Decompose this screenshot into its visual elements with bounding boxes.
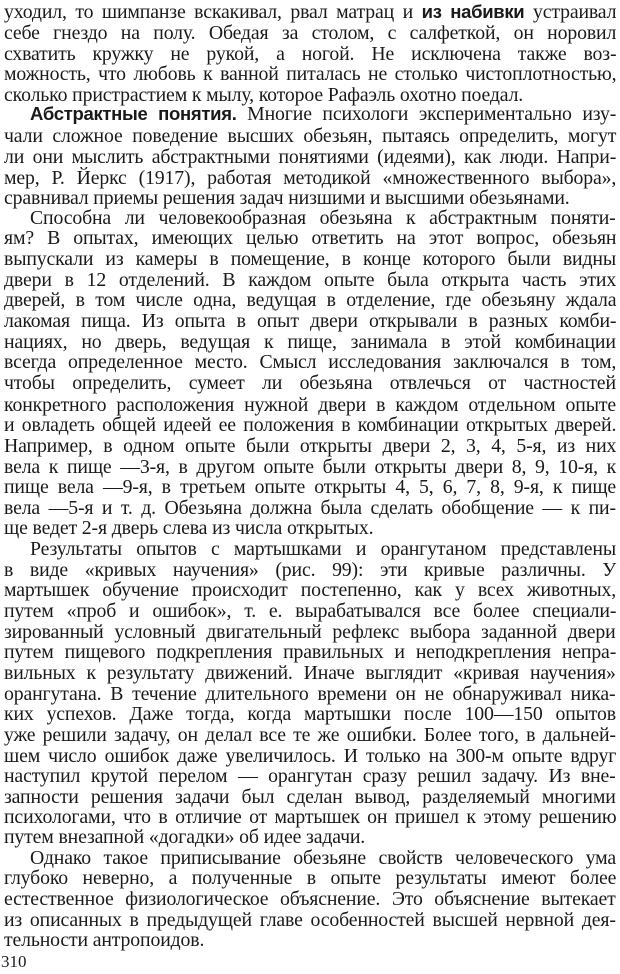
- text-run: мартышек обучение происходит постепенно, как у всех животных,: [4, 579, 617, 601]
- text-line: [4, 371, 616, 395]
- text-run: ям? В опытах, имеющих целью ответить на этот вопрос, обезьян: [4, 227, 617, 249]
- text-run: Результаты опытов с мартышками и орангутаном представлены: [30, 538, 616, 560]
- text-run: всегда определенное место. Смысл исследования заключался в том,: [4, 351, 617, 373]
- text-run: пище вела —9-я, в третьем опыте открыты 4, 5, 6, 7, 8, 9-я, к пище: [4, 476, 617, 498]
- text-run: Способна ли человекообразная обезьяна к абстрактным поняти-: [30, 207, 616, 229]
- text-run: вильных к результату движений. Иначе выглядит «кривая научения»: [4, 662, 616, 684]
- text-run: уже решили задачу, он делал все те же ошибки. Более того, в дальней-: [4, 724, 616, 746]
- text-run: схватить кружку не рукой, а ногой. Не исключена также воз-: [4, 43, 617, 65]
- text-run: уходил, то шимпанзе вскакивал, рвал матрац и: [4, 1, 422, 23]
- text-run: сравнивал приемы решения задач низшими и высшими обезьянами.: [4, 187, 570, 209]
- text-run: сколько пристрастием к мылу, которое Рафаэль охотно поедал.: [4, 84, 524, 106]
- text-run: ли они мыслить абстрактными понятиями (идеями), как люди. Напри-: [4, 146, 617, 168]
- text-run: психологами, что в отличие от мартышек он пришел к этому решению: [4, 806, 617, 828]
- text-run: путем внезапной «догадки» об идее задачи.: [4, 826, 366, 848]
- bold-run: из набивки: [421, 1, 525, 22]
- text-run: выпускали из камеры в помещение, в конце которого были видны: [4, 248, 616, 270]
- text-run: чтобы определить, сумеет ли обезьяна отвлечься от частностей: [4, 372, 616, 394]
- text-run: ких успехов. Даже тогда, когда мартышки после 100—150 опытов: [4, 703, 616, 725]
- text-run: конкретного расположения нужной двери в каждом отдельном опыте: [4, 394, 616, 416]
- text-run: устраивал: [524, 1, 617, 23]
- text-run: орангутана. В течение длительного времени он не обнаруживал ника-: [4, 683, 616, 705]
- text-run: тельности антропоидов.: [4, 929, 205, 951]
- text-run: вела —5-я и т. д. Обезьяна должна была сделать обобщение — к пи-: [4, 497, 616, 519]
- text-run: наступил крутой перелом — орангутан сразу решил задачу. Из вне-: [4, 765, 616, 787]
- text-run: и овладеть общей идеей ее положения в комбинации открытых дверей.: [4, 414, 617, 436]
- text-line: [4, 928, 204, 952]
- text-run: глубоко неверно, а полученные в опыте результаты имеют более: [4, 867, 617, 889]
- text-run: двери в 12 отделений. В каждом опыте была открыта часть этих: [4, 269, 617, 291]
- text-run: можность, что любовь к ванной питалась не столько чистоплотностью,: [4, 63, 617, 85]
- text-run: ще ведет 2-я дверь слева из числа открытых.: [4, 517, 374, 539]
- text-run: путем «проб и ошибок», т. е. вырабатывался все более специали-: [4, 600, 617, 622]
- text-run: Однако такое приписывание обезьяне свойств человеческого ума: [30, 847, 616, 869]
- text-run: из описанных в предыдущей главе особенностей высшей нервной дея-: [4, 909, 616, 931]
- text-run: Например, в одном опыте были открыты двери 2, 3, 4, 5-я, из них: [4, 435, 617, 457]
- text-run: в виде «кривых научения» (рис. 99): эти кривые различны. У: [4, 559, 617, 581]
- text-run: себе гнездо на полу. Обедая за столом, с салфеткой, он норовил: [4, 22, 617, 44]
- text-run: лакомая пища. Из опыта в опыт двери открывали в разных комби-: [4, 310, 617, 332]
- text-run: шем число ошибок даже увеличилось. И только на 300-м опыте вдруг: [4, 745, 617, 767]
- text-run: вела к пище —3-я, в другом опыте были открыты двери 8, 9, 10-я, к: [4, 456, 617, 478]
- text-run: Многие психологи экспериментально изу-: [236, 103, 617, 125]
- text-run: дверей, в том числе одна, ведущая в отделение, где обезьяну ждала: [4, 289, 617, 311]
- bold-run: Абстрактные понятия.: [30, 103, 237, 124]
- text-run: запности решения задачи был сделан вывод, разделяемый многими: [4, 786, 616, 808]
- text-run: нациях, но дверь, ведущая к пище, занимала в этой комбинации: [4, 331, 616, 353]
- text-line: [30, 102, 616, 126]
- text-run: естественное физиологическое объяснение. Это объяснение вытекает: [4, 888, 616, 910]
- text-run: мер, Р. Йеркс (1917), работая методикой «множественного выбора»,: [4, 167, 617, 189]
- text-run: зированный условный двигательный рефлекс выбора заданной двери: [4, 621, 616, 643]
- text-run: путем пищевого подкрепления правильных и неподкрепления непра-: [4, 641, 617, 663]
- text-run: чали сложное поведение высших обезьян, пытаясь определить, могут: [4, 125, 617, 147]
- page-number: 310: [1, 952, 27, 971]
